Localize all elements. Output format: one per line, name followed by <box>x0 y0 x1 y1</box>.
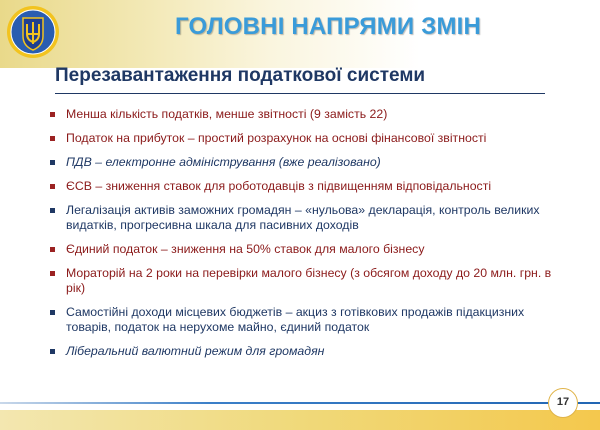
footer-yellow-stripe <box>0 410 600 430</box>
square-bullet-icon <box>50 184 55 189</box>
square-bullet-icon <box>50 247 55 252</box>
bullet-text: Єдиний податок – зниження на 50% ставок для малого бізнесу <box>66 242 425 256</box>
page-title: ГОЛОВНІ НАПРЯМИ ЗМІН <box>174 13 482 40</box>
bullet-item <box>42 155 562 170</box>
square-bullet-icon <box>50 112 55 117</box>
bullet-item <box>42 107 562 122</box>
bullet-text: ПДВ – електронне адміністрування (вже реалізовано) <box>66 155 381 169</box>
subtitle-divider <box>55 93 545 94</box>
bullet-list <box>42 98 562 359</box>
bullet-item <box>42 179 562 194</box>
bullet-text: Самостійні доходи місцевих бюджетів – акциз з готівкових продажів підакцизних товарів, податок на нерухоме майно, єдиний податок <box>66 305 525 334</box>
section-subtitle: Перезавантаження податкової системи <box>55 65 426 86</box>
bullet-text: Податок на прибуток – простий розрахунок на основі фінансової звітності <box>66 131 487 145</box>
page-number-badge: 17 <box>548 388 578 418</box>
square-bullet-icon <box>50 136 55 141</box>
square-bullet-icon <box>50 349 55 354</box>
bullet-item <box>42 344 562 359</box>
bullet-item <box>42 266 562 296</box>
coat-of-arms-icon <box>5 4 61 60</box>
bullet-text: Ліберальний валютний режим для громадян <box>66 344 325 358</box>
bullet-text: Легалізація активів заможних громадян – «нульова» декларація, контроль великих видатків, прогресивна шкала для пасивних доходів <box>66 203 540 232</box>
square-bullet-icon <box>50 271 55 276</box>
square-bullet-icon <box>50 160 55 165</box>
square-bullet-icon <box>50 208 55 213</box>
bullet-item <box>42 203 562 233</box>
bullet-text: ЄСВ – зниження ставок для роботодавців з підвищенням відповідальності <box>66 179 492 193</box>
bullet-item <box>42 305 562 335</box>
bullet-text: Менша кількість податків, менше звітності (9 замість 22) <box>66 107 388 121</box>
square-bullet-icon <box>50 310 55 315</box>
bullet-text: Мораторій на 2 роки на перевірки малого бізнесу (з обсягом доходу до 20 млн. грн. в рік) <box>66 266 552 295</box>
bullet-item <box>42 131 562 146</box>
bullet-item <box>42 242 562 257</box>
